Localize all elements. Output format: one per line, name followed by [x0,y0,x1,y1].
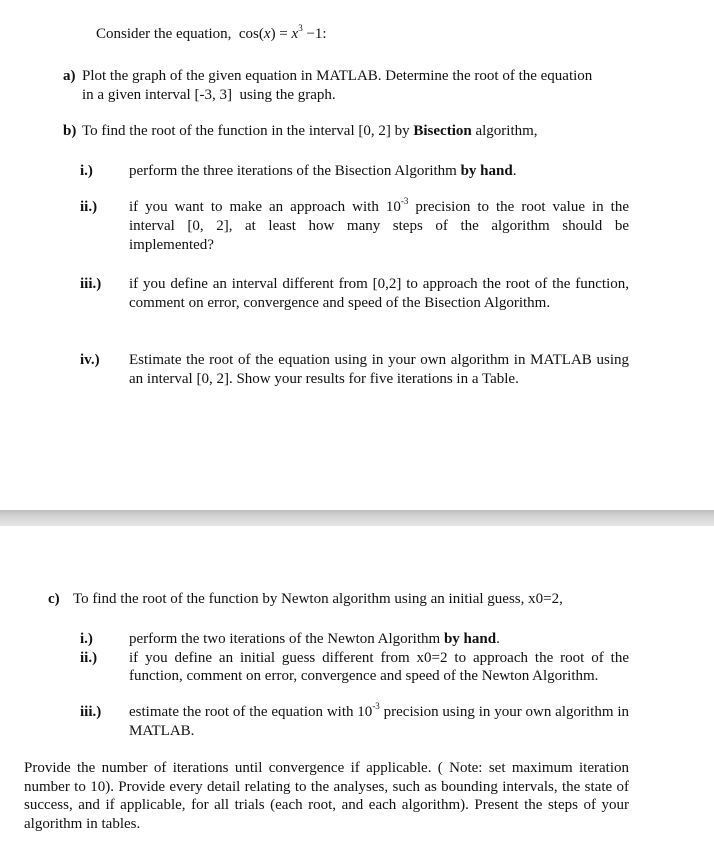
part-b-item-3: if you define an interval different from [0,2] to approach the root of the function, comment on error, convergence and speed of the Bisection Algorithm. [129,276,629,311]
part-a-text [82,67,642,105]
intro-line [96,25,656,44]
part-a-line-2: in a given interval [-3, 3] using the graph. [82,87,336,103]
part-b-item-marker: i.) [80,163,93,179]
part-b-text: To find the root of the function in the interval [0, 2] by Bisection algorithm, [82,123,538,139]
part-a-marker: a) [63,68,76,84]
part-c-marker: c) [48,591,60,607]
intro-text: Consider the equation, [96,26,232,42]
equation: $\cos(x) = x^3 -1$: [238,23,327,42]
part-b-item-4: Estimate the root of the equation using in your own algorithm in MATLAB using an interval [0, 2]. Show your results for five iterations in a Table. [129,352,629,387]
part-c-item-1: perform the two iterations of the Newton Algorithm by hand. [129,631,500,647]
part-b-item-marker: iii.) [80,276,102,292]
part-b-item-marker: iv.) [80,352,100,368]
part-b-marker: b) [63,123,77,139]
part-c-item-marker: iii.) [80,704,102,720]
part-c-item-3: estimate the root of the equation with $10^{-3}$ precision using in your own algorithm in MATLAB. [129,701,629,739]
part-a-line-1: Plot the graph of the given equation in MATLAB. Determine the root of the equation [82,68,593,84]
part-c-text: To find the root of the function by Newton algorithm using an initial guess, x0=2, [73,591,563,607]
page-divider [0,510,714,526]
part-b-item-marker: ii.) [80,199,98,215]
part-c-item-marker: ii.) [80,650,98,666]
part-c-item-2: if you define an initial guess different from x0=2 to approach the root of the function, comment on error, convergence and speed of the Newton Algorithm. [129,650,629,684]
part-b-item-2: if you want to make an approach with $10^{-3}$ precision to the root value in the interval [0, 2], at least how many steps of the algorithm should be implemented? [129,196,633,253]
part-b-item-1: perform the three iterations of the Bisection Algorithm by hand. [129,163,517,179]
part-c-item-marker: i.) [80,631,93,647]
closing-paragraph: Provide the number of iterations until convergence if applicable. ( Note: set maximum iteration number to 10). Provide every detail relating to the analyses, such as bounding intervals, the state of success, and if applicable, for all trials (each root, and each algorithm). Present the steps of your algorithm in tables. [24,760,629,832]
